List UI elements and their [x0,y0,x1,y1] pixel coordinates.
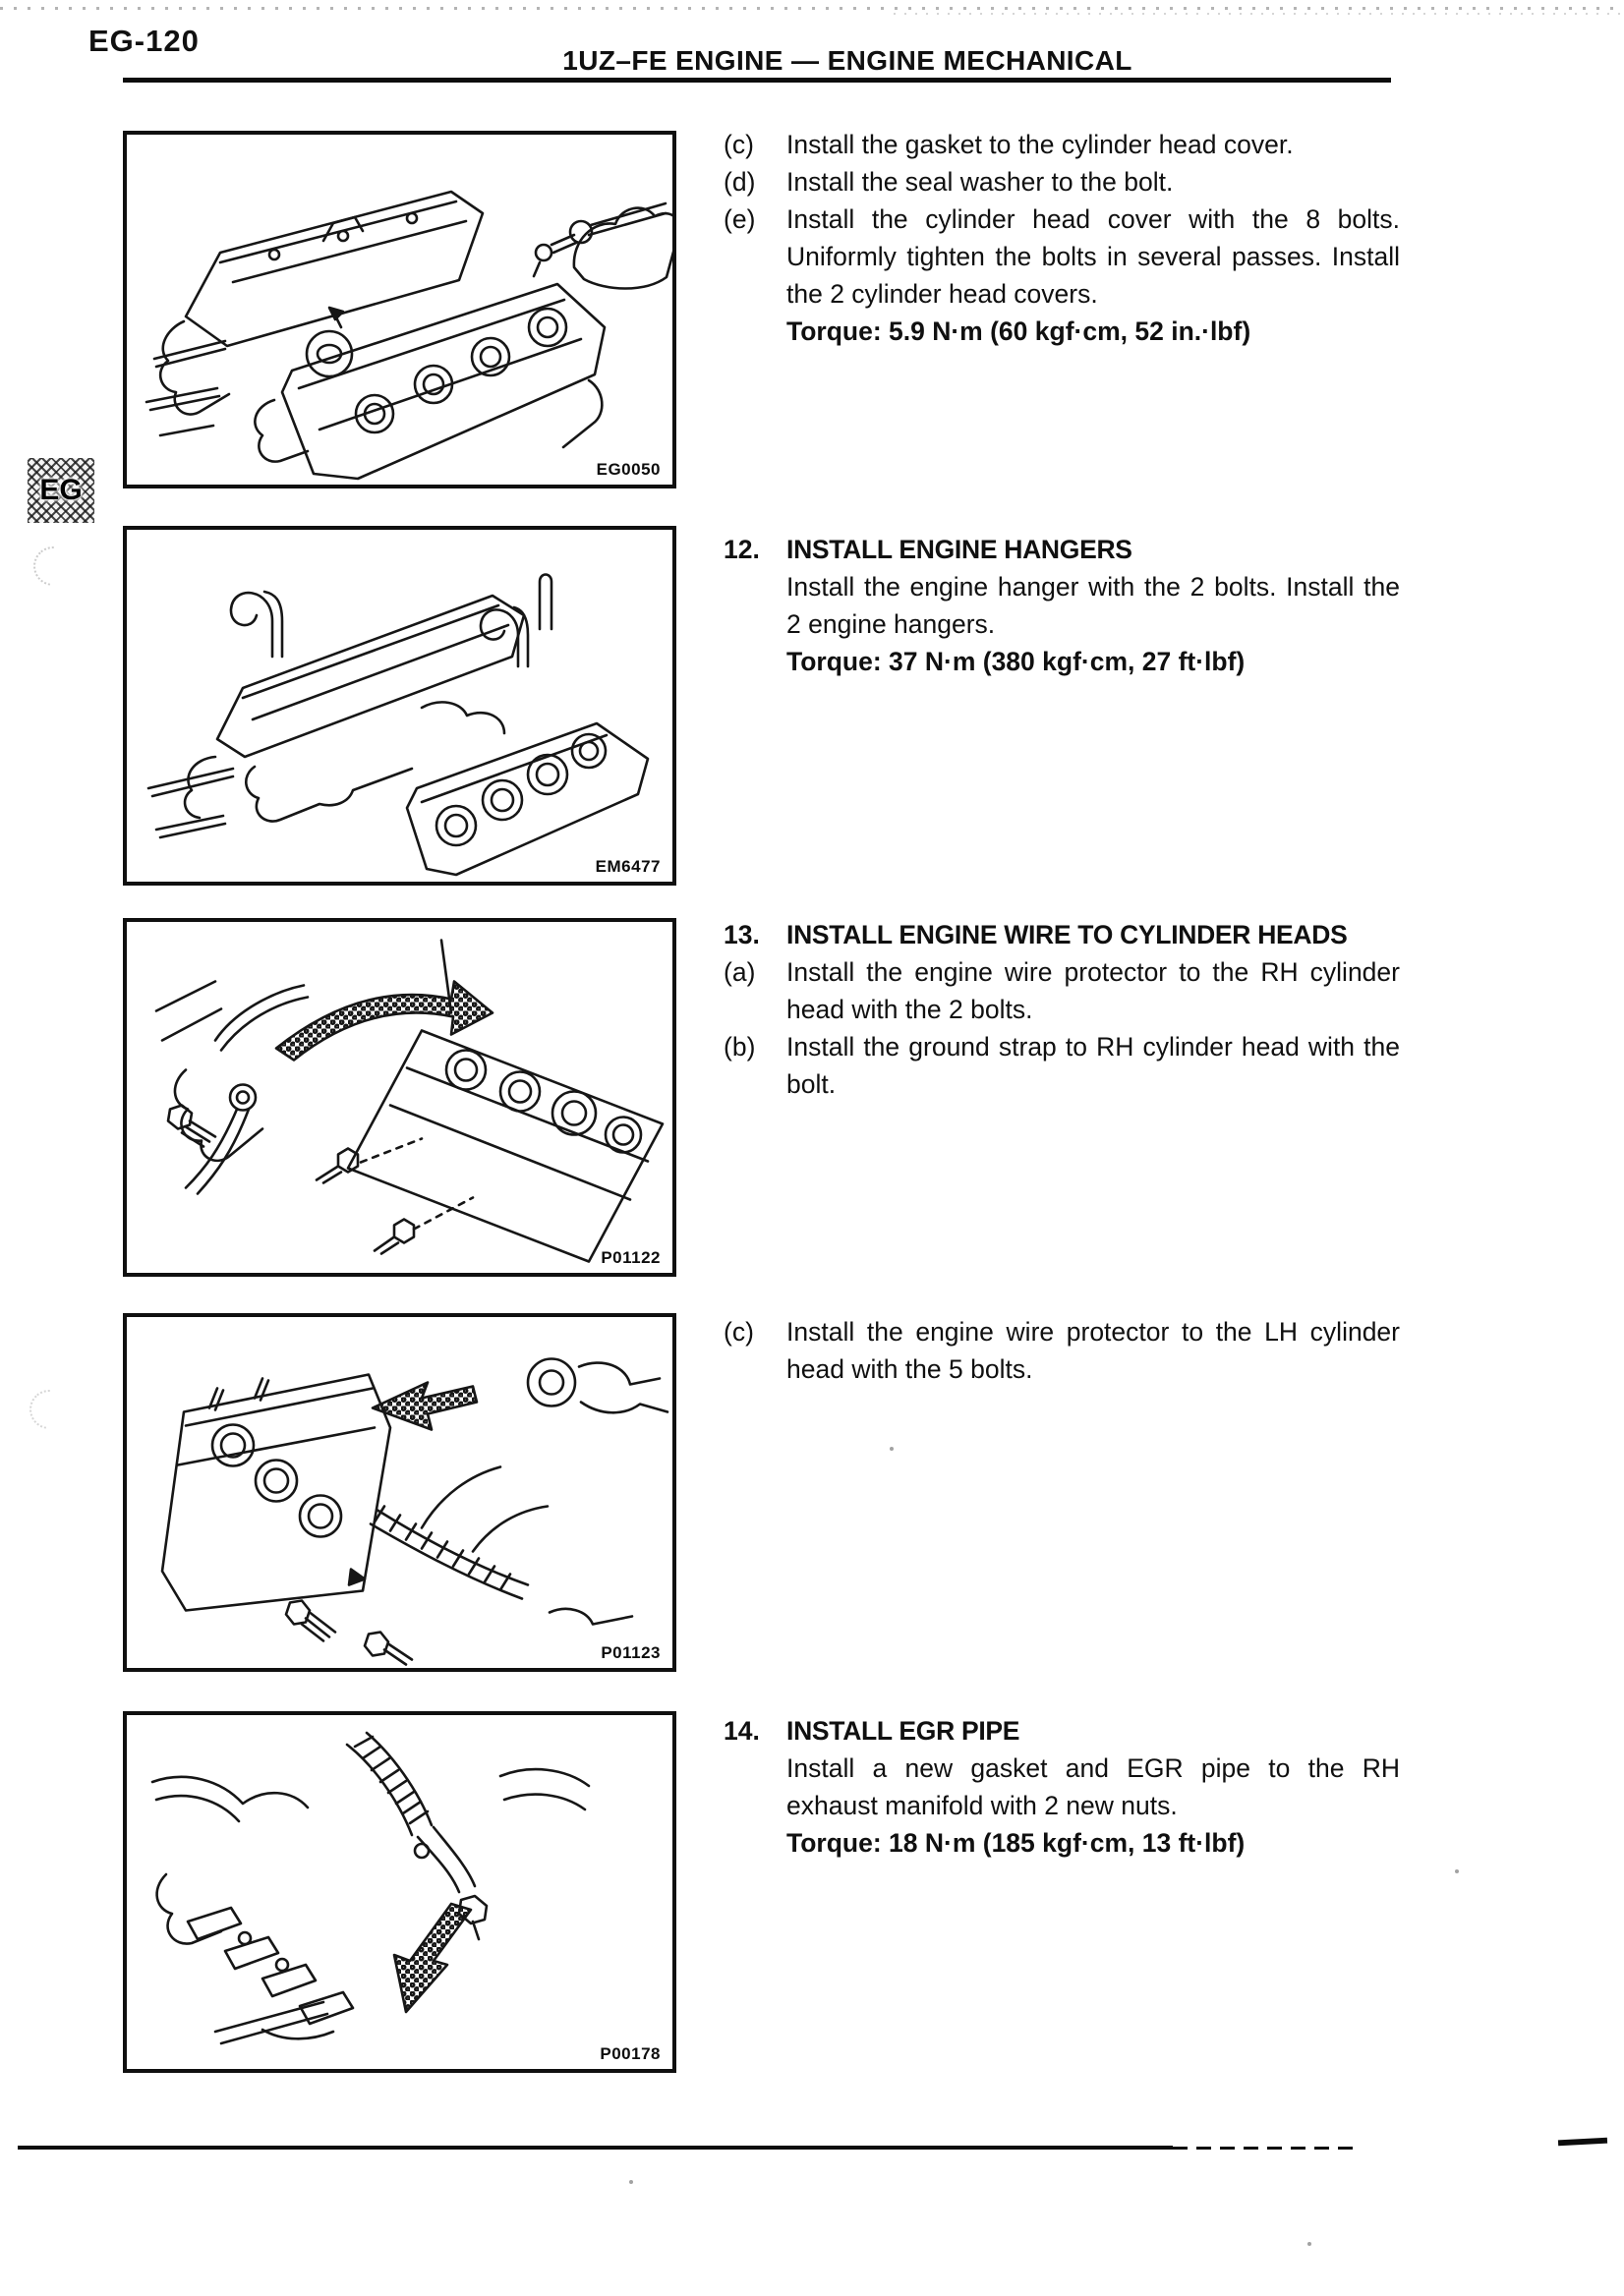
section-heading: INSTALL ENGINE HANGERS [786,535,1132,564]
section-install-egr-pipe [724,1712,1400,1862]
step-label: (a) [724,957,756,987]
section-heading: INSTALL ENGINE WIRE TO CYLINDER HEADS [786,920,1348,949]
engine-illustration [127,530,672,882]
figure-code: EM6477 [595,857,661,876]
step-label: (c) [724,130,754,159]
engine-illustration [127,1317,672,1668]
figure-code: P01123 [601,1643,661,1662]
step-c [724,1313,1400,1388]
scan-smudge [22,1382,77,1437]
header-rule [123,78,1391,83]
figure-wire-protector-rh [123,918,676,1277]
scan-noise-strip [894,13,1624,15]
step-text: Install the cylinder head cover with the 8 bolts. Uniformly tighten the bolts in several passes. Install the 2 cylinder head covers. [786,204,1400,309]
scan-line [1173,2147,1353,2150]
section-number: 14. [724,1716,760,1746]
step-text: Install the ground strap to RH cylinder head with the bolt. [786,1032,1400,1099]
step-c [724,126,1400,163]
step-label: (c) [724,1317,754,1347]
step-text: Install the gasket to the cylinder head cover. [786,130,1294,159]
scan-speck [890,1447,894,1451]
section-heading: INSTALL EGR PIPE [786,1716,1020,1746]
step-d [724,163,1400,201]
step-label: (b) [724,1032,756,1062]
section-number: 13. [724,920,760,949]
engine-illustration [127,922,672,1273]
figure-egr-pipe [123,1711,676,2073]
section-heading-row [724,916,1400,953]
scan-noise-strip [0,7,1624,10]
step-a [724,953,1400,1028]
section-body: Install the engine hanger with the 2 bolts. Install the 2 engine hangers. [786,572,1400,639]
engine-illustration [127,135,672,485]
torque-spec: Torque: 37 N·m (380 kgf·cm, 27 ft·lbf) [786,647,1246,676]
engine-illustration [127,1715,672,2069]
step-label: (d) [724,167,756,197]
step-text: Install the engine wire protector to the LH cylinder head with the 5 bolts. [786,1317,1400,1384]
scan-speck [1307,2242,1311,2246]
figure-wire-protector-lh [123,1313,676,1672]
figure-code: P00178 [600,2044,661,2063]
section-install-engine-wire [724,916,1400,1103]
torque-spec: Torque: 5.9 N·m (60 kgf·cm, 52 in.·lbf) [786,316,1251,346]
step-text: Install the seal washer to the bolt. [786,167,1174,197]
section-heading-row [724,531,1400,568]
step-text: Install the engine wire protector to the RH cylinder head with the 2 bolts. [786,957,1400,1024]
steps-wire-protector-lh [724,1313,1400,1388]
section-tab-eg [28,458,94,523]
section-heading-row [724,1712,1400,1750]
scan-line [18,2146,1173,2150]
section-body: Install a new gasket and EGR pipe to the RH exhaust manifold with 2 new nuts. [786,1753,1400,1820]
figure-engine-hangers [123,526,676,886]
figure-cylinder-head-cover [123,131,676,488]
figure-code: EG0050 [596,460,661,479]
figure-code: P01122 [601,1248,661,1267]
section-install-engine-hangers [724,531,1400,680]
steps-cylinder-head-cover [724,126,1400,350]
section-tab-label: EG [39,474,83,506]
scan-line [1558,2138,1607,2147]
torque-spec: Torque: 18 N·m (185 kgf·cm, 13 ft·lbf) [786,1828,1246,1858]
step-b [724,1028,1400,1103]
section-number: 12. [724,535,760,564]
page-title: 1UZ–FE ENGINE — ENGINE MECHANICAL [562,45,1132,76]
scan-speck [629,2180,633,2184]
scan-smudge [26,539,81,594]
step-e [724,201,1400,313]
page-number: EG-120 [88,24,200,58]
step-label: (e) [724,204,756,234]
scan-speck [1455,1869,1459,1873]
